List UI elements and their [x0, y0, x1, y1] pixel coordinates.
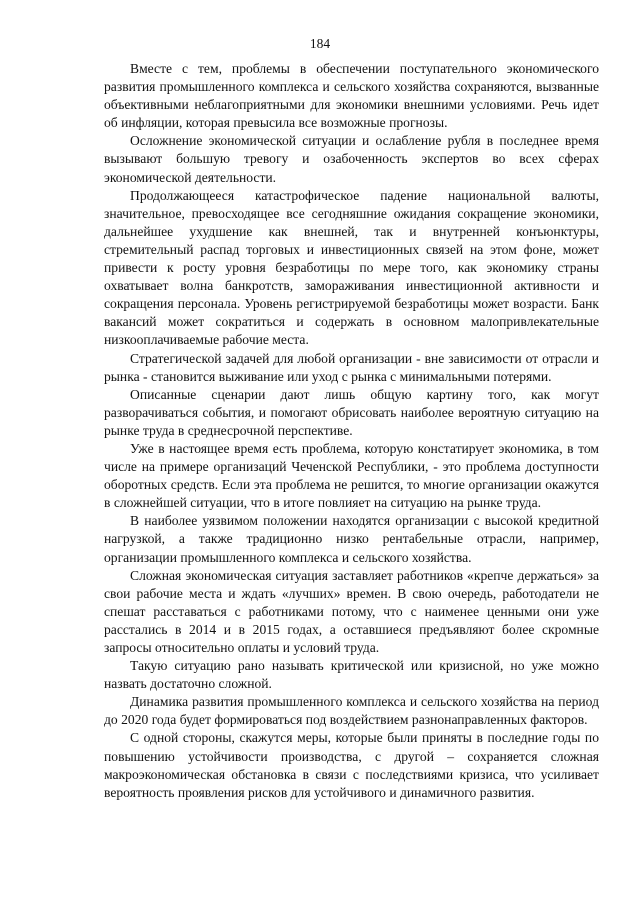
paragraph: Динамика развития промышленного комплекса и сельского хозяйства на период до 2020 года будет формироваться под воздействием разнонаправленных факторов.: [104, 694, 599, 728]
paragraph: Описанные сценарии дают лишь общую картину того, как могут разворачиваться события, и помогают обрисовать наиболее вероятную ситуацию на рынке труда в среднесрочной перспективе.: [104, 386, 599, 438]
page-number: 184: [309, 36, 331, 51]
paragraph: С одной стороны, скажутся меры, которые были приняты в последние годы по повышению устойчивости производства, с другой – сохраняется сложная макроэкономическая обстановка в связи с последствиями кризиса, что усиливает вероятность проявления рисков для устойчивого и динамичного развития.: [104, 730, 599, 800]
paragraph: В наиболее уязвимом положении находятся организации с высокой кредитной нагрузкой, а также традиционно низко рентабельные отрасли, например, организации промышленного комплекса и сельского хозяйства.: [104, 513, 599, 565]
paragraph: Сложная экономическая ситуация заставляет работников «крепче держаться» за свои рабочие места и ждать «лучших» времен. В свою очередь, работодатели не спешат расставаться с работниками потому, что с наименее ценными они уже расстались в 2014 и в 2015 годах, а оставшиеся предъявляют более скромные запросы относительно оплаты и условий труда.: [104, 567, 599, 655]
body-text: [104, 60, 599, 802]
paragraph: Вместе с тем, проблемы в обеспечении поступательного экономического развития промышленного комплекса и сельского хозяйства сохраняются, вызванные объективными неблагоприятными для экономики внешними условиями. Речь идет об инфляции, которая превысила все возможные прогнозы.: [104, 61, 599, 131]
paragraph: Осложнение экономической ситуации и ослабление рубля в последнее время вызывают большую тревогу и озабоченность экспертов во всех сферах экономической деятельности.: [104, 133, 599, 185]
paragraph: Стратегической задачей для любой организации - вне зависимости от отрасли и рынка - становится выживание или уход с рынка с минимальными потерями.: [104, 350, 599, 384]
paragraph: Продолжающееся катастрофическое падение национальной валюты, значительное, превосходящее все сегодняшние ожидания сокращение экономики, дальнейшее ухудшение как внешней, так и внутренней конъюнктуры, стремительный распад торговых и инвестиционных связей на этом фоне, может привести к росту уровня безработицы по мере того, как экономику страны охватывает волна банкротств, замораживания инвестиционной активности и сокращения персонала. Уровень регистрируемой безработицы может возрасти. Банк вакансий может сократиться и содержать в основном малопривлекательные низкооплачиваемые рабочие места.: [104, 187, 599, 348]
paragraph: Такую ситуацию рано называть критической или кризисной, но уже можно назвать достаточно сложной.: [104, 658, 599, 692]
paragraph: Уже в настоящее время есть проблема, которую констатирует экономика, в том числе на примере организаций Чеченской Республики, - это проблема доступности оборотных средств. Если эта проблема не решится, то многие организации окажутся в сложнейшей ситуации, что в итоге повлияет на ситуацию на рынке труда.: [104, 440, 599, 511]
